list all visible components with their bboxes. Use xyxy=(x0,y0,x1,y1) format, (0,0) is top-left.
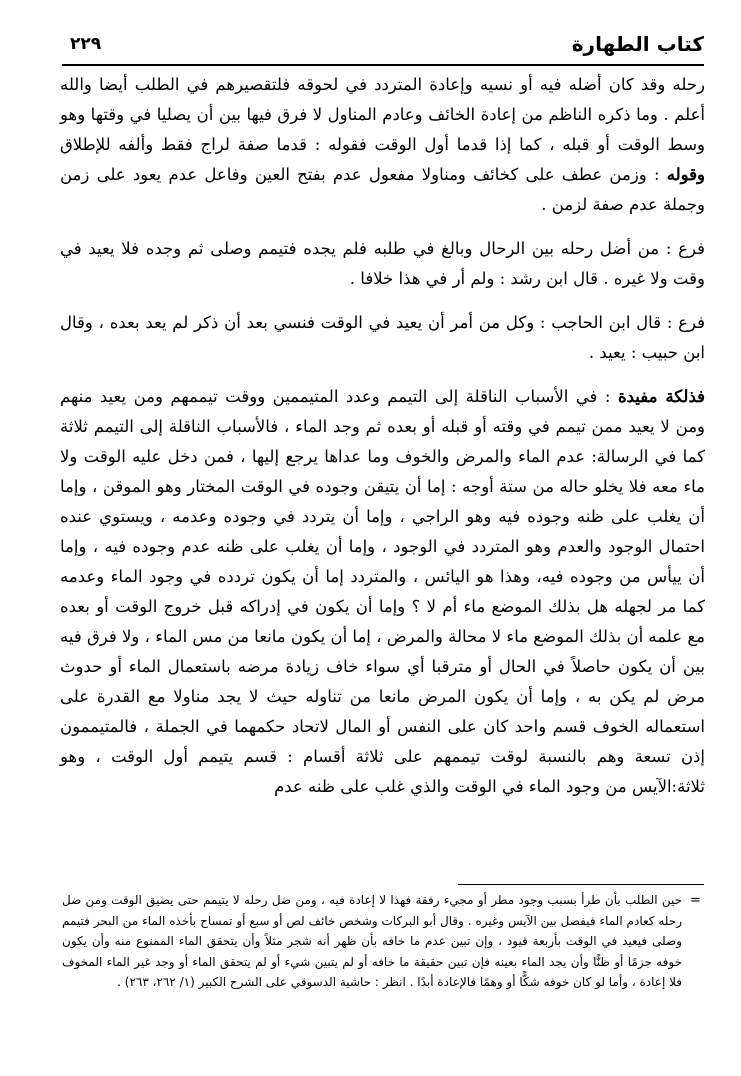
text-run: رحله وقد كان أضله فيه أو نسيه وإعادة المتردد في لحوقه فلتقصيرهم في الطلب أيضا والله أعلم . وما ذكره الناظم من إعادة الخائف وعادم المناول لا فرق فيها بين أن يصليا في وقتها وهو وسط الوقت أو قبله ، كما إذا قدما أول الوقت فقوله : قدما صفة لراج فقط وألفه للإطلاق xyxy=(60,75,705,154)
text-run: : وزمن عطف على كخائف ومناولا مفعول عدم بفتح العين وفاعل عدم يعود على زمن وجملة عدم صفة لزمن . xyxy=(60,165,705,214)
paragraph xyxy=(60,234,705,294)
chapter-title: كتاب الطهارة xyxy=(571,32,704,56)
text-run: فرع : قال ابن الحاجب : وكل من أمر أن يعيد في الوقت فنسي بعد أن ذكر لم يعد بعده ، وقال ابن حبيب : يعيد . xyxy=(60,313,705,362)
footnote-separator xyxy=(458,884,704,885)
paragraph xyxy=(60,70,705,220)
text-run: فرع : من أضل رحله بين الرحال وبالغ في طلبه فلم يجده فتيمم وصلى ثم وجده فلا يعيد في وقت ولا غيره . قال ابن رشد : ولم أر في هذا خلافا . xyxy=(60,239,705,288)
paragraph xyxy=(60,308,705,368)
main-text xyxy=(60,70,705,816)
text-run: : في الأسباب الناقلة إلى التيمم وعدد المتيممين ووقت تيممهم ومن يعيد منهم ومن لا يعيد ممن تيمم في وقته أو قبله أو بعده ثم وجد الماء ، فالأسباب الناقلة إلى التيمم ثلاثة كما في الرسالة: عدم الماء والمرض والخوف وما عداها يرجع إليها ، فمن دخل عليه الوقت ولا ماء معه فلا يخلو حاله من ستة أوجه : إما أن يتيقن وجوده في الوقت المختار وهو الموقن ، وإما أن يغلب على ظنه وجوده فيه وهو الراجي ، وإما أن يتردد في وجوده وعدمه ، ويستوي عنده احتمال الوجود والعدم وهو المتردد في الوجود ، وإما أن يغلب على ظنه عدم وجوده فيه ، وإما أن ييأس من وجوده فيه، وهذا هو اليائس ، والمتردد إما أن يكون تردده في وجود الماء وعدمه كما مر لجهله هل بذلك الموضع ماء أم لا ؟ وإما أن يكون في إدراكه قبل خروج الوقت أو بعده مع علمه أن بذلك الموضع ماء لا محالة والمرض ، إما أن يكون مانعا من مس الماء ، ولا فرق فيه بين أن يكون حاصلاً في الحال أو مترقبا أي سواء خاف زيادة مرضه باستعمال الماء أو حدوث مرض لم يكن به ، وإما أن يكون المرض مانعا من تناوله حيث لا يجد مناولا مع القدرة على استعماله الخوف قسم واحد كان على النفس أو المال لاتحاد حكمهما في الجملة ، فالمتيممون إذن تسعة وهم بالنسبة لوقت تيممهم على ثلاثة أقسام : قسم يتيمم أول الوقت ، وهو ثلاثة:الآيس من وجود الماء في الوقت والذي غلب على ظنه عدم xyxy=(60,387,705,796)
footnote-text: حين الطلب بأن طرأ بسبب وجود مطر أو مجيء رفقة فهذا لا إعادة فيه ، ومن ضل رحله لا يتيمم حتى يضيق الوقت ومن ضل رحله كعادم الماء فيفصل بين الآيس وغيره . وقال أبو البركات وشخص خائف لص أو سبع أو تمساح بأخذه الماء من البحر فتيمم وصلى فيعيد في الوقت بأربعة قيود ، وإن تبين عدم ما خافه بأن ظهر أنه شجر مثلاً وأن يتحقق الماء الممنوع منه وأن يكون خوفه جزمًا أو ظنًّا وأن يجد الماء بعينه فإن تبين حقيقة ما خافه أو لم يتبين شيء أو لم يتحقق الماء أو وجد غير الماء المخوف فلا إعادة ، وأما لو كان خوفه شكًّا أو وهمًا فالإعادة أبدًا . انظر : حاشية الدسوقي على الشرح الكبير (١/ ٢٦٢، ٢٦٣) . xyxy=(62,893,682,989)
paragraph xyxy=(60,382,705,802)
page-header xyxy=(62,30,704,66)
bold-term: فذلكة مفيدة xyxy=(618,387,705,406)
bold-term: وقوله xyxy=(666,165,705,184)
page-number: ٢٢٩ xyxy=(70,34,102,54)
footnote-continuation-marker: = xyxy=(690,893,701,908)
